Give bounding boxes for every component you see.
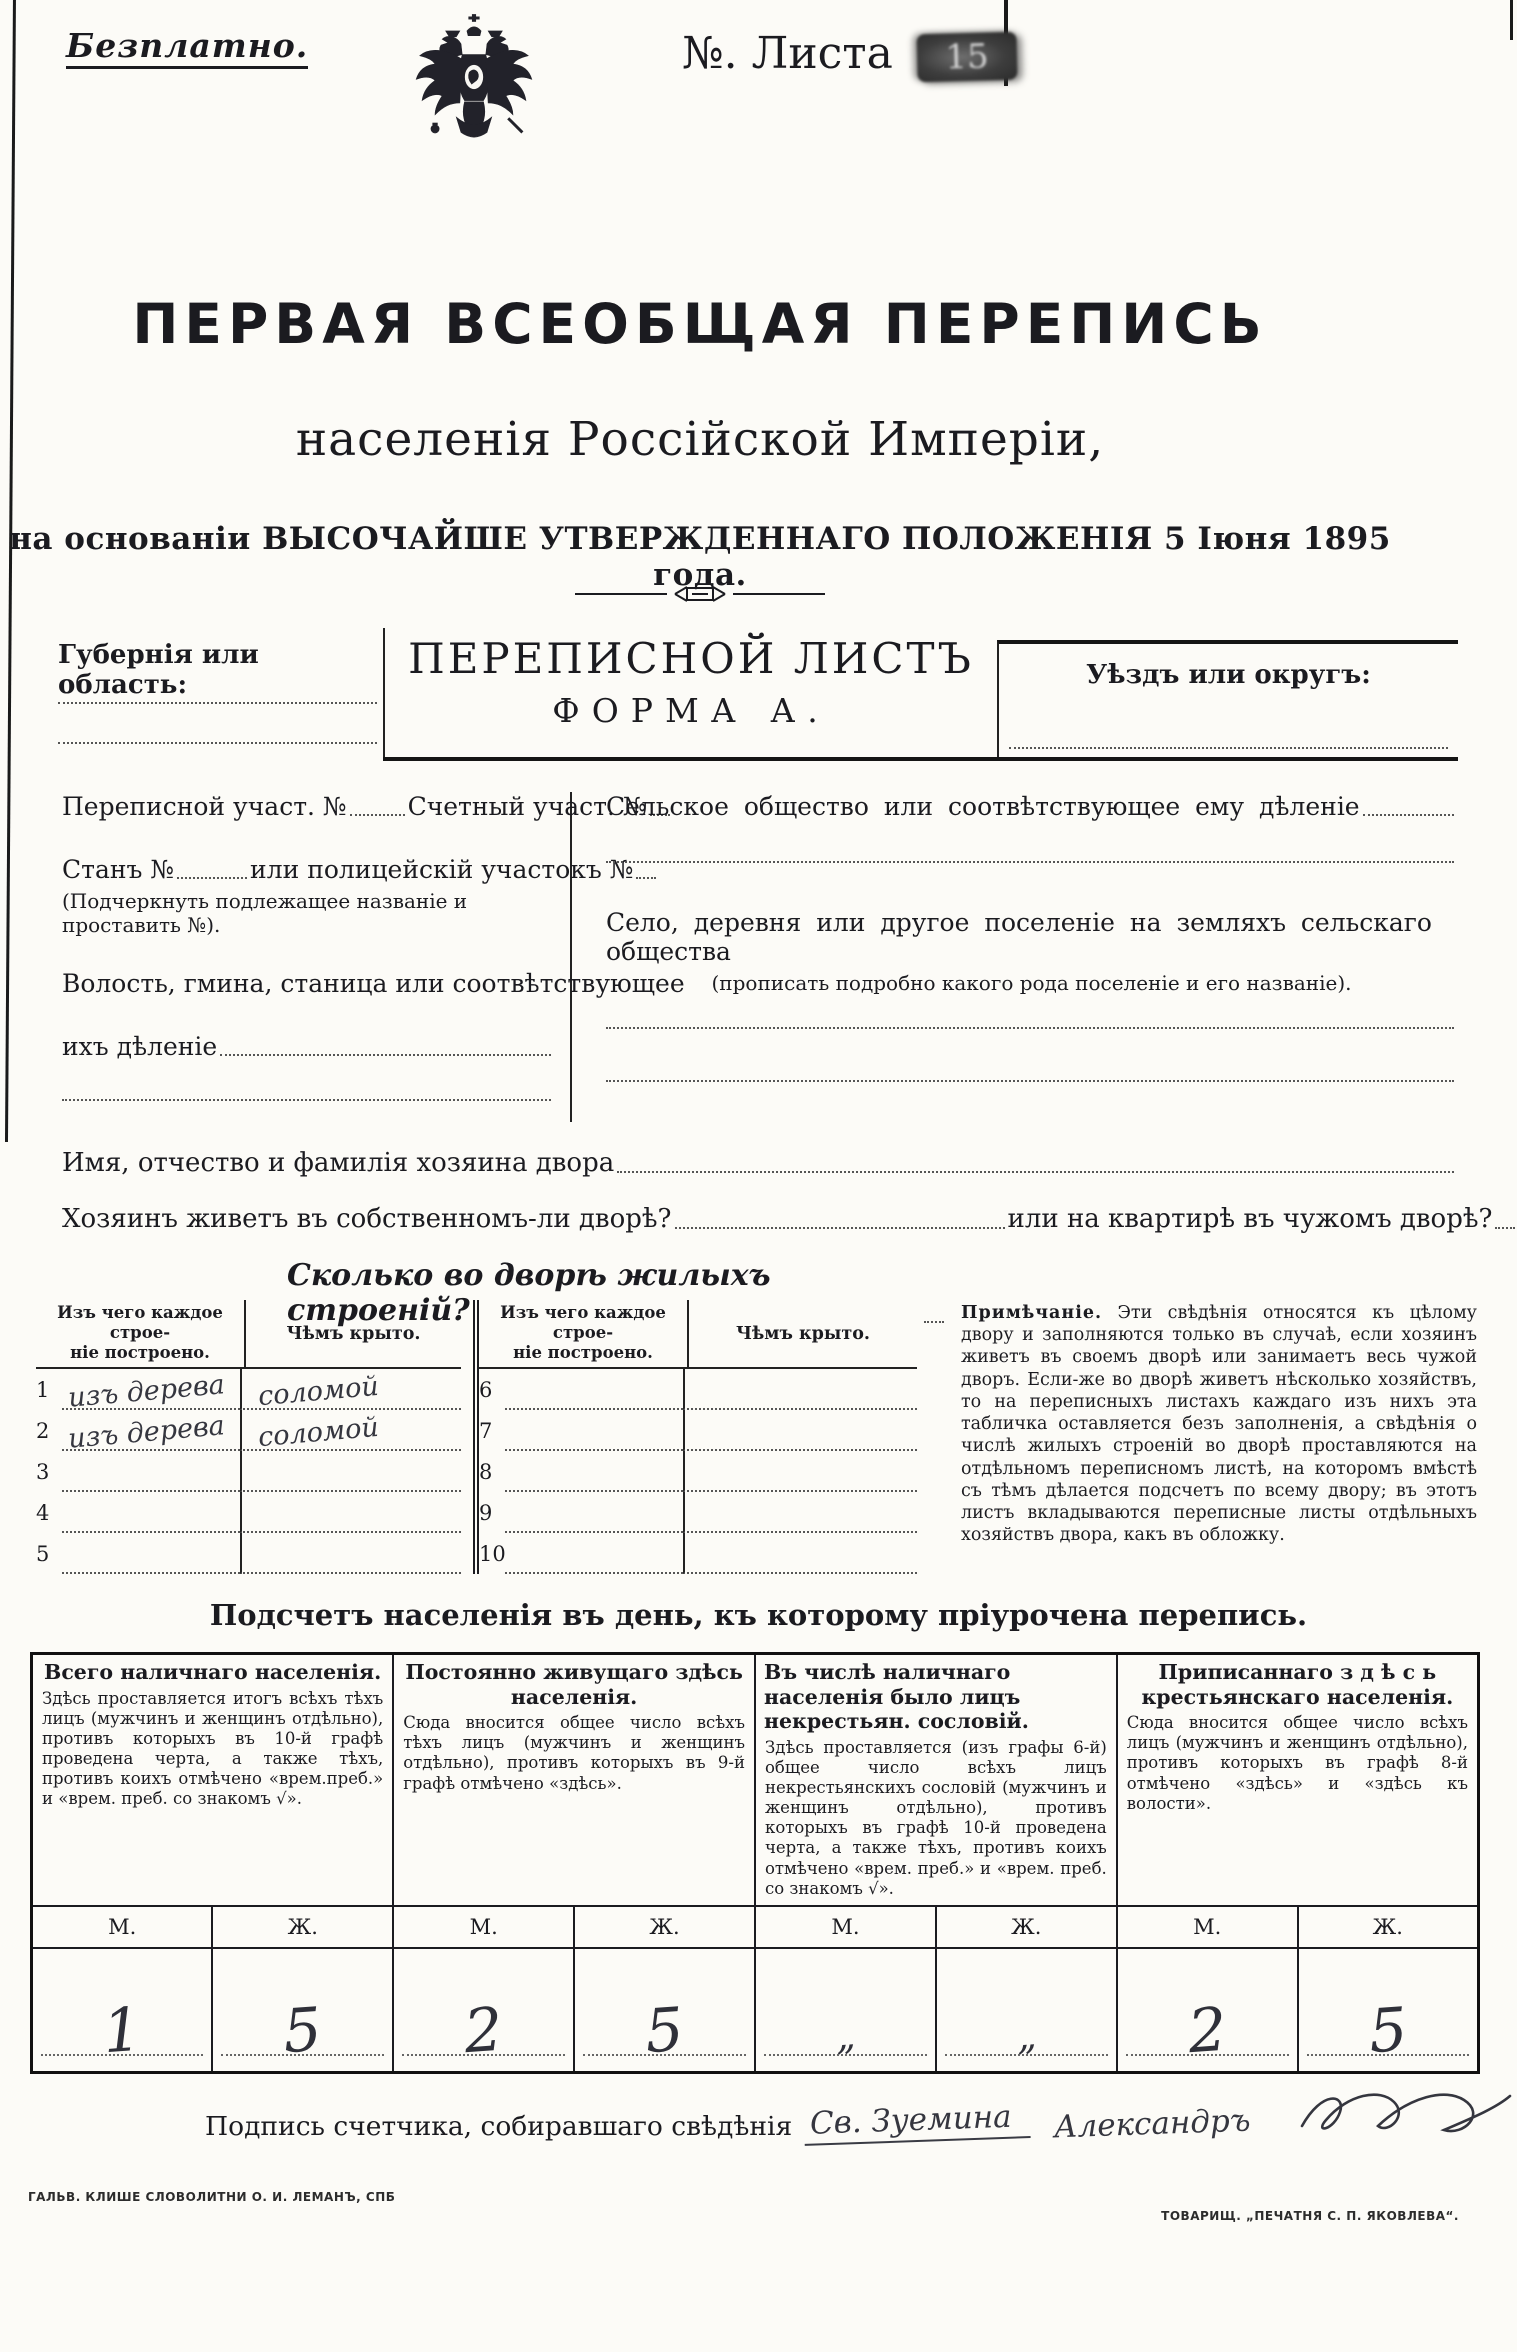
building-row-8: 8: [479, 1451, 917, 1492]
value-cell: [1298, 1948, 1479, 2073]
field-village: Село, деревня или другое поселеніе на земляхъ сельскаго общества: [606, 908, 1432, 966]
province-fill-line-2: [58, 742, 377, 744]
fill-dots: [177, 877, 247, 879]
note-body: Эти свѣдѣнія относятся къ цѣлому двору и заполняются только въ случаѣ, если хозяинъ живетъ въ своемъ дворѣ или занимаетъ весь чужой дворъ. Если-же во дворѣ живетъ нѣсколько хозяйствъ, то на переписныхъ листахъ каждаго изъ нихъ эта табличка оставляется безъ заполненія, а свѣдѣнія о числѣ жилыхъ строеній во дворѣ проставляются на отдѣльномъ переписномъ листѣ, на которомъ вмѣстѣ съ тѣмъ дѣлается подсчетъ по всему двору; въ этотъ листъ вкладываются переписные листы отдѣльныхъ хозяйствъ двора, какъ въ обложку.: [961, 1303, 1477, 1546]
handwritten-material: изъ дерева: [66, 1369, 226, 1415]
value-cell: [1117, 1948, 1298, 2073]
value-cell: [212, 1948, 393, 2073]
building-row-5: 5: [36, 1533, 461, 1574]
form-title: ПЕРЕПИСНОЙ ЛИСТЪ: [408, 634, 974, 683]
building-row-4: 4: [36, 1492, 461, 1533]
sheet-number-label: №. Листа: [682, 28, 893, 79]
roof-cell: [240, 1410, 461, 1454]
fill-dots: [606, 1027, 1454, 1029]
field-rural-society-line2: [606, 861, 1457, 868]
roof-cell: [683, 1451, 917, 1492]
building-row-9: 9: [479, 1492, 917, 1533]
material-cell: [505, 1410, 683, 1451]
handwritten-material: изъ дерева: [66, 1410, 226, 1456]
field-owner-name: Имя, отчество и фамилія хозяина двора: [62, 1148, 1457, 1178]
building-row-7: 7: [479, 1410, 917, 1451]
building-row-3: 3: [36, 1451, 461, 1492]
value-cell: [936, 1948, 1117, 2073]
district-label: Уѣздъ или округъ:: [1086, 660, 1371, 690]
population-count-table: [30, 1652, 1480, 2074]
fill-dots: [350, 814, 405, 816]
column-header-roof: Чѣмъ крыто.: [244, 1300, 461, 1367]
location-fields: [62, 792, 1457, 1122]
column-header-material: Изъ чего каждое строе- ніе построено.: [57, 1303, 223, 1362]
fill-dots: [606, 1080, 1454, 1082]
building-row-2: 2 изъ дерева соломой: [36, 1410, 461, 1451]
printer-imprint-right: ТОВАРИЩ. „ПЕЧАТНЯ С. П. ЯКОВЛЕВА“.: [1161, 2209, 1459, 2223]
buildings-note: [917, 1300, 1483, 1574]
handwritten-signature-part2: Александръ: [1053, 2102, 1251, 2146]
province-label: Губернія или область:: [58, 640, 259, 700]
imperial-eagle-emblem: [415, 12, 533, 166]
count-values-row: [32, 1948, 1479, 2073]
male-header: М.: [32, 1906, 213, 1948]
form-subtitle: ФОРМА А.: [552, 691, 830, 730]
group-total-present: Всего наличнаго населенія. Здѣсь проставляется итогъ всѣхъ тѣхъ лицъ (мужчинъ и женщинъ отдѣльно), противъ которыхъ въ 10-й графѣ проведена черта, а также тѣхъ, противъ коихъ отмѣчено «врем.преб.» и «врем. преб. со знакомъ √».: [32, 1654, 394, 1906]
province-cell: [58, 628, 383, 757]
handwritten-ditto-mark: „: [834, 2013, 857, 2059]
fill-dots: [220, 1054, 551, 1056]
handwritten-signature-part1: Св. Зуемина: [804, 2098, 1031, 2146]
roof-cell: [683, 1492, 917, 1533]
male-header: М.: [393, 1906, 574, 1948]
male-header: М.: [1117, 1906, 1298, 1948]
handwritten-ditto-mark: „: [1014, 2013, 1038, 2059]
material-cell: [62, 1492, 240, 1533]
handwritten-count: 2: [1185, 1994, 1229, 2068]
sheet-number-block: [682, 28, 1017, 81]
handwritten-count: 1: [100, 1994, 144, 2068]
fields-left-column: [62, 792, 685, 1122]
material-cell: [62, 1451, 240, 1492]
material-cell: [62, 1533, 240, 1574]
note-title: Примѣчаніе.: [961, 1303, 1103, 1323]
group-non-peasant: Въ числѣ наличнаго населенія было лицъ некрестьян. сословій. Здѣсь проставляется (изъ графы 6-й) общее число всѣхъ лицъ некрестьянскихъ сословій (мужчинъ и женщинъ отдѣльно), противъ которыхъ въ графѣ 10-й проведена черта, а также тѣхъ, противъ коихъ отмѣчено «врем. преб.» и «врем. преб. со знакомъ √».: [755, 1654, 1117, 1906]
handwritten-roof: соломой: [256, 1371, 380, 1413]
fill-dots: [1363, 814, 1454, 816]
field-rural-society: Сельское общество или соотвѣтствующее ему дѣленіе: [606, 792, 1457, 821]
field-volost-extra-line: [62, 1099, 554, 1106]
field-village-line2: [606, 1027, 1457, 1034]
census-subtitle: населенія Россійской Имперіи,: [295, 412, 1105, 467]
handwritten-count: 5: [281, 1994, 325, 2068]
roof-cell: [240, 1451, 461, 1492]
fill-dots: [1495, 1227, 1515, 1229]
roof-cell: [240, 1533, 461, 1574]
roof-cell: [240, 1369, 461, 1413]
buildings-table-header: [479, 1300, 917, 1369]
material-cell: [505, 1451, 683, 1492]
handwritten-roof: соломой: [256, 1412, 380, 1454]
scan-artifact-corner: [1510, 0, 1513, 40]
column-header-material: Изъ чего каждое строе- ніе построено.: [500, 1303, 666, 1362]
material-cell: [505, 1369, 683, 1410]
field-village-line3: [606, 1080, 1457, 1087]
fields-right-column: [572, 792, 1457, 1122]
female-header: Ж.: [936, 1906, 1117, 1948]
female-header: Ж.: [212, 1906, 393, 1948]
handwritten-count: 5: [643, 1994, 687, 2068]
signature-flourish: [1296, 2080, 1516, 2148]
field-owner-residence: Хозяинъ живетъ въ собственномъ-ли дворѣ? или на квартирѣ въ чужомъ дворѣ?: [62, 1204, 1457, 1234]
value-cell: [393, 1948, 574, 2073]
signature-label: Подпись счетчика, собиравшаго свѣдѣнія: [205, 2111, 793, 2142]
group-permanent-residents: Постоянно живущаго здѣсь населенія. Сюда вносится общее число всѣхъ тѣхъ лицъ (мужчинъ и женщинъ отдѣльно), противъ которыхъ въ 9-й графѣ отмѣчено «здѣсь».: [393, 1654, 755, 1906]
column-header-roof: Чѣмъ крыто.: [687, 1300, 917, 1367]
census-legal-basis: на основаніи ВЫСОЧАЙШЕ УТВЕРЖДЕННАГО ПОЛОЖЕНІЯ 5 Іюня 1895 года.: [9, 521, 1391, 593]
field-volost-line2: ихъ дѣленіе: [62, 1032, 554, 1061]
material-cell: [505, 1492, 683, 1533]
roof-cell: [240, 1492, 461, 1533]
group-registered-peasant: Приписаннаго з д ѣ с ь крестьянскаго населенія. Сюда вносится общее число всѣхъ лицъ (мужчинъ и женщинъ отдѣльно), противъ которыхъ въ графѣ 8-й отмѣчено «здѣсь» и «здѣсь къ волости».: [1117, 1654, 1479, 1906]
building-row-1: 1 изъ дерева соломой: [36, 1369, 461, 1410]
district-cell: [997, 640, 1458, 757]
fill-dots: [617, 1171, 1454, 1173]
value-cell: [574, 1948, 755, 2073]
roof-cell: [683, 1533, 917, 1574]
form-title-cell: [383, 628, 997, 757]
field-volost-line1: Волость, гмина, станица или соотвѣтствующее: [62, 969, 685, 998]
roof-cell: [683, 1369, 917, 1410]
underline-instruction: (Подчеркнуть подлежащее названіе и проставить №).: [62, 889, 468, 937]
enumerator-signature-row: [205, 2080, 1475, 2146]
female-header: Ж.: [574, 1906, 755, 1948]
region-bottom-rule: [383, 757, 1458, 761]
field-stan: Станъ № или полицейскій участокъ №: [62, 855, 554, 884]
province-fill-line-1: [58, 702, 377, 704]
male-female-header-row: [32, 1906, 1479, 1948]
buildings-section: [36, 1300, 1483, 1574]
buildings-table-right: [473, 1300, 917, 1574]
value-cell: [755, 1948, 936, 2073]
printer-imprint-left: ГАЛЬВ. КЛИШЕ СЛОВОЛИТНИ О. И. ЛЕМАНЪ, СПБ: [28, 2190, 396, 2204]
buildings-table-header: [36, 1300, 461, 1369]
handwritten-count: 5: [1366, 1994, 1410, 2068]
count-section-title: Подсчетъ населенія въ день, къ которому пріурочена перепись.: [209, 1598, 1308, 1632]
fill-dots: [606, 861, 1454, 863]
female-header: Ж.: [1298, 1906, 1479, 1948]
fill-dots: [62, 1099, 551, 1101]
field-census-precinct: Переписной участ. № Счетный участ. №: [62, 792, 554, 821]
census-title: ПЕРВАЯ ВСЕОБЩАЯ ПЕРЕПИСЬ: [132, 292, 1268, 356]
buildings-table-left: [36, 1300, 461, 1574]
free-of-charge-label: Безплатно.: [66, 26, 308, 69]
sheet-number-stamp: 15: [916, 31, 1017, 82]
ornament-divider: [0, 584, 1400, 608]
fill-dots: [675, 1227, 1005, 1229]
value-cell: [32, 1948, 213, 2073]
group-header-row: [32, 1654, 1479, 1906]
district-fill-line: [1009, 747, 1448, 749]
handwritten-count: 2: [462, 1994, 506, 2068]
village-instruction: (прописать подробно какого рода поселеніе и его названіе).: [711, 971, 1352, 995]
region-row: [58, 628, 1458, 757]
field-buildings-question: Сколько во дворѣ жилыхъ строеній?: [287, 1258, 947, 1328]
material-cell: [505, 1533, 683, 1574]
roof-cell: [683, 1410, 917, 1451]
building-row-10: 10: [479, 1533, 917, 1574]
building-row-6: 6: [479, 1369, 917, 1410]
male-header: М.: [755, 1906, 936, 1948]
